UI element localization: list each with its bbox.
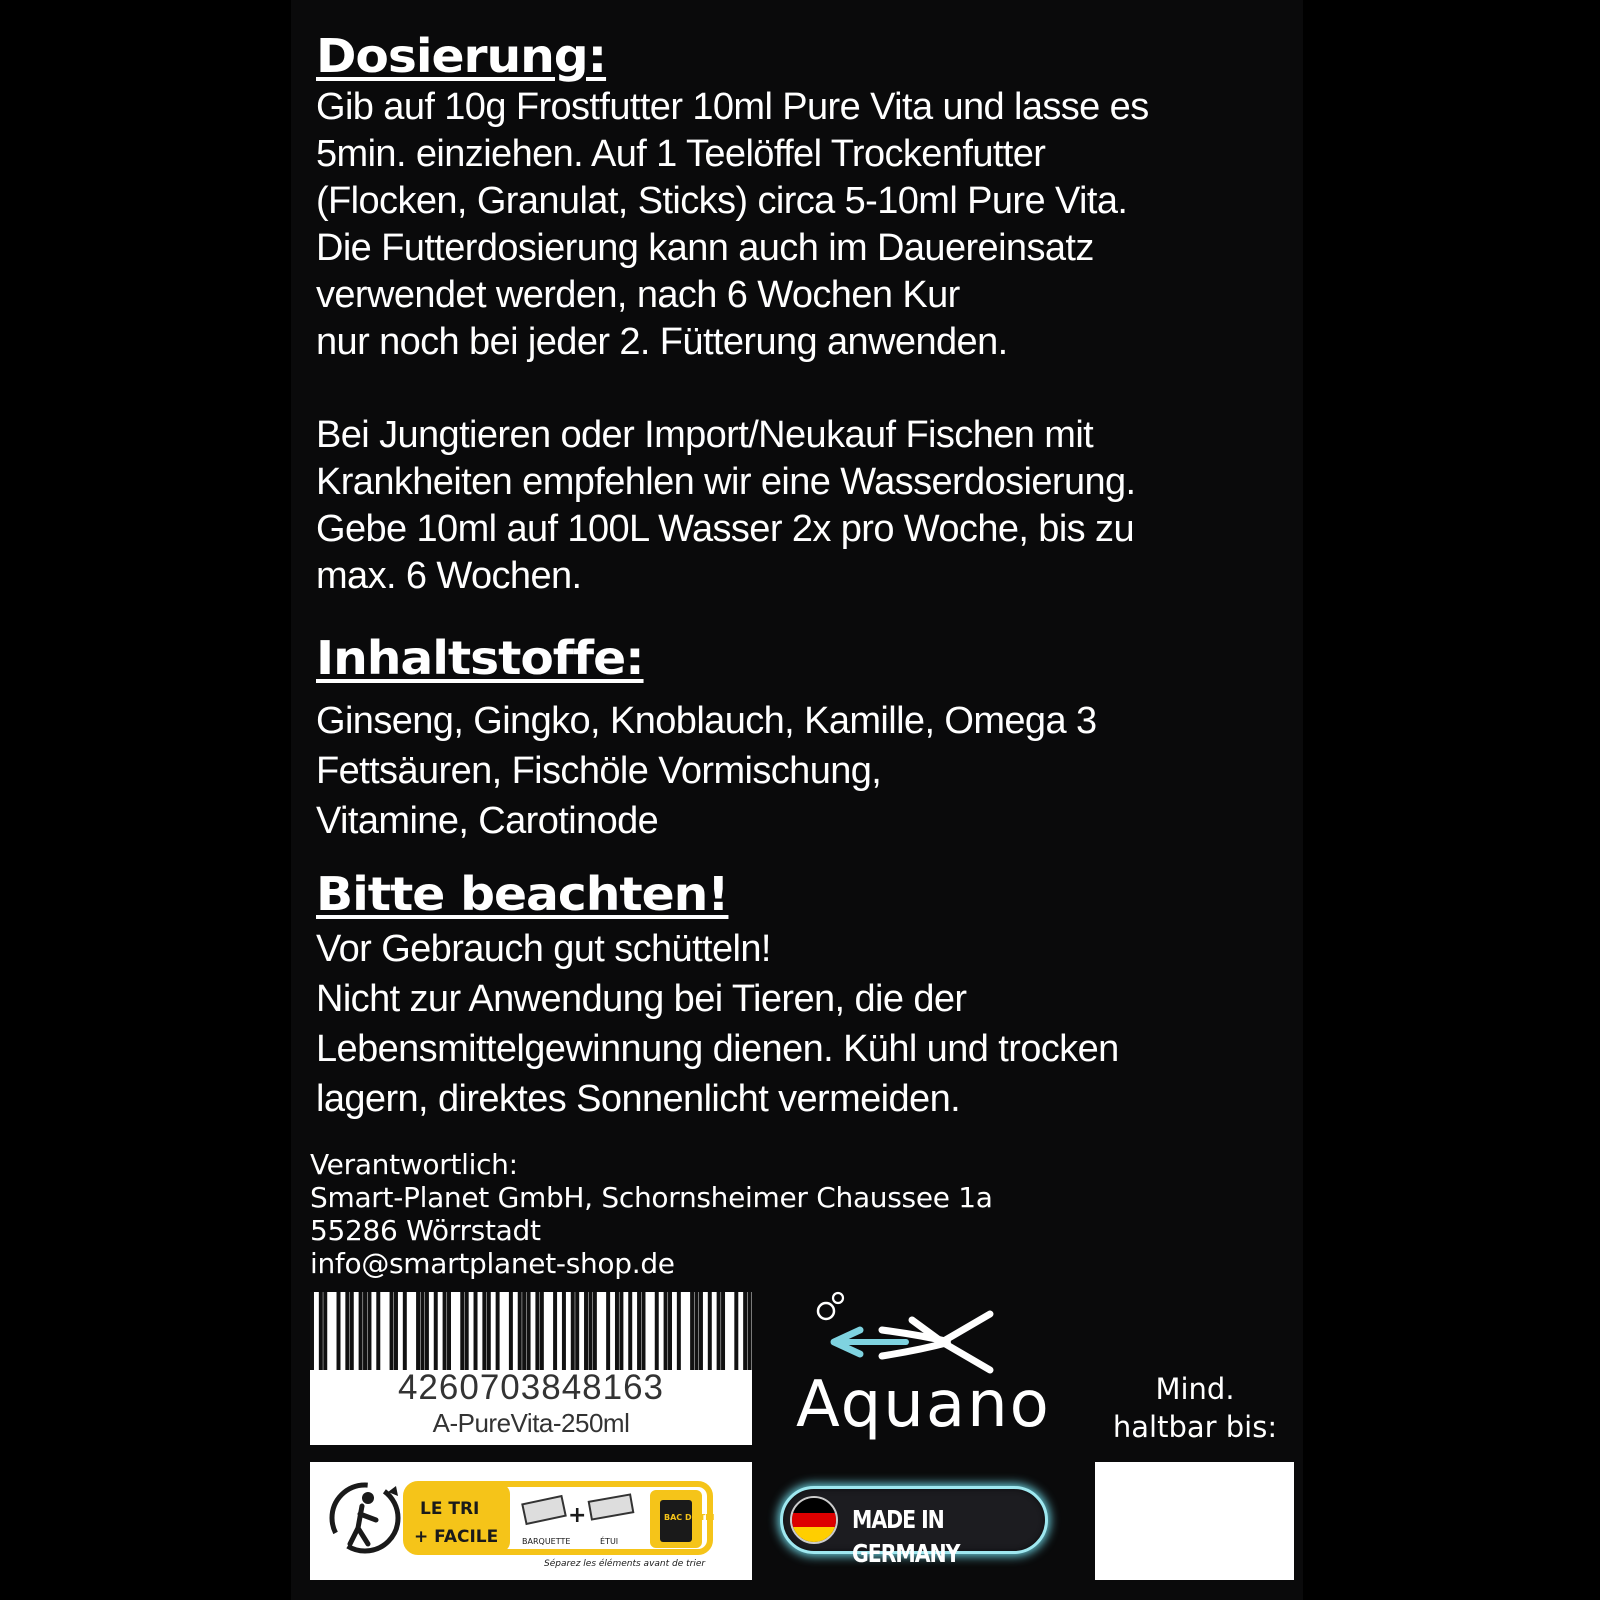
ingredients-text: Ginseng, Gingko, Knoblauch, Kamille, Omega 3 Fettsäuren, Fischöle Vormischung, Vitamine, Carotinode [316, 700, 1097, 842]
barcode-bar [628, 1292, 632, 1370]
best-before-date-field [1095, 1462, 1294, 1580]
barcode-bar [642, 1292, 646, 1370]
best-before-label: Mind. haltbar bis: [1112, 1372, 1278, 1444]
barcode-bar [425, 1292, 429, 1370]
notice-heading: Bitte beachten! [316, 867, 729, 921]
triman-icon [310, 1462, 752, 1580]
product-sku: A-PureVita-250ml [432, 1408, 630, 1438]
barcode-bar [575, 1292, 579, 1370]
barcode-bar [743, 1292, 747, 1370]
barcode-bar [310, 1292, 314, 1370]
barcode-bar [363, 1292, 367, 1370]
barcode-bar [522, 1292, 526, 1370]
barcode-bar [588, 1292, 592, 1370]
barcode-bar [434, 1292, 438, 1370]
barcode-bar [460, 1292, 464, 1370]
barcode-bar [553, 1292, 557, 1370]
triman-footnote: Séparez les éléments avant de trier [544, 1559, 706, 1569]
triman-line-1: LE TRI [420, 1499, 480, 1519]
barcode-bar [615, 1292, 619, 1370]
barcode-bar [416, 1292, 420, 1370]
barcode-bar [323, 1292, 327, 1370]
barcode-bar [584, 1292, 588, 1370]
dosage-paragraph-2: Bei Jungtieren oder Import/Neukauf Fischen mit Krankheiten empfehlen wir eine Wasserdosierung. Gebe 10ml auf 100L Wasser 2x pro Woche, bis zu max. 6 Wochen. [316, 414, 1136, 597]
notice-text: Vor Gebrauch gut schütteln! Nicht zur Anwendung bei Tieren, die der Lebensmittelgewinnung dienen. Kühl und trocken lagern, direktes Sonnenlicht vermeiden. [316, 928, 1119, 1120]
barcode-bar [345, 1292, 349, 1370]
barcode-bar [443, 1292, 447, 1370]
barcode-bar [390, 1292, 394, 1370]
dosage-heading: Dosierung: [316, 29, 607, 83]
barcode-bar [668, 1292, 672, 1370]
barcode-bar [699, 1292, 703, 1370]
barcode-bar [518, 1292, 522, 1370]
made-in-germany-badge [780, 1486, 1050, 1568]
barcode-bar [540, 1292, 544, 1370]
barcode-bar [664, 1292, 668, 1370]
made-in-germany-text: MADE IN GERMANY [852, 1505, 960, 1568]
ean-number: 4260703848163 [397, 1368, 665, 1407]
barcode-bar [708, 1292, 712, 1370]
barcode-bar [474, 1292, 478, 1370]
barcode-bar [571, 1292, 575, 1370]
barcode-bar [734, 1292, 738, 1370]
barcode-bar [690, 1292, 694, 1370]
barcode-bar [721, 1292, 725, 1370]
triman-recycling-panel [310, 1462, 752, 1580]
barcode-bar [394, 1292, 398, 1370]
responsible-party: Verantwortlich: Smart-Planet GmbH, Schornsheimer Chaussee 1a 55286 Wörrstadt info@smartplanet-shop.de [310, 1148, 993, 1280]
triman-item-1: BARQUETTE [522, 1537, 571, 1546]
barcode-bar [593, 1292, 597, 1370]
barcode-bar [535, 1292, 539, 1370]
ingredients-section [316, 632, 1296, 846]
brand-name: Aquano [796, 1368, 1051, 1442]
triman-line-2: + FACILE [414, 1527, 499, 1547]
barcode-bar [319, 1292, 323, 1370]
barcode-bar [496, 1292, 500, 1370]
ingredients-heading: Inhaltstoffe: [316, 631, 644, 685]
barcode-bar [376, 1292, 380, 1370]
notice-section [316, 868, 1296, 1124]
barcode-bar [619, 1292, 623, 1370]
barcode-bar [337, 1292, 341, 1370]
barcode-bar [447, 1292, 451, 1370]
barcode-icon [310, 1292, 752, 1370]
barcode-bar [637, 1292, 641, 1370]
barcode-bar [677, 1292, 681, 1370]
germany-flag-icon [790, 1496, 838, 1544]
barcode-bar [527, 1292, 531, 1370]
triman-item-2: ÉTUI [600, 1537, 619, 1546]
barcode-bar [509, 1292, 513, 1370]
barcode-bar [487, 1292, 491, 1370]
triman-bin-label: BAC DE TRI [664, 1513, 715, 1522]
barcode-bar [421, 1292, 425, 1370]
barcode-bar [350, 1292, 354, 1370]
barcode-bar [482, 1292, 486, 1370]
barcode-panel [310, 1292, 752, 1445]
barcode-bar [403, 1292, 407, 1370]
barcode-bar [748, 1292, 752, 1370]
dosage-section [316, 30, 1296, 600]
dosage-paragraph-1: Gib auf 10g Frostfutter 10ml Pure Vita und lasse es 5min. einziehen. Auf 1 Teelöffel Trockenfutter (Flocken, Granulat, Sticks) circa 5-10ml Pure Vita. Die Futterdosierung kann auch im Dauereinsatz verwendet werden, nach 6 Wochen Kur nur noch bei jeder 2. Fütterung anwenden. [316, 86, 1149, 363]
barcode-bar [606, 1292, 610, 1370]
barcode-bar [359, 1292, 363, 1370]
barcode-bar [367, 1292, 371, 1370]
barcode-bar [465, 1292, 469, 1370]
barcode-bar [562, 1292, 566, 1370]
barcode-bar [695, 1292, 699, 1370]
svg-text:+: + [568, 1503, 587, 1528]
barcode-bar [655, 1292, 659, 1370]
barcode-bar [717, 1292, 721, 1370]
